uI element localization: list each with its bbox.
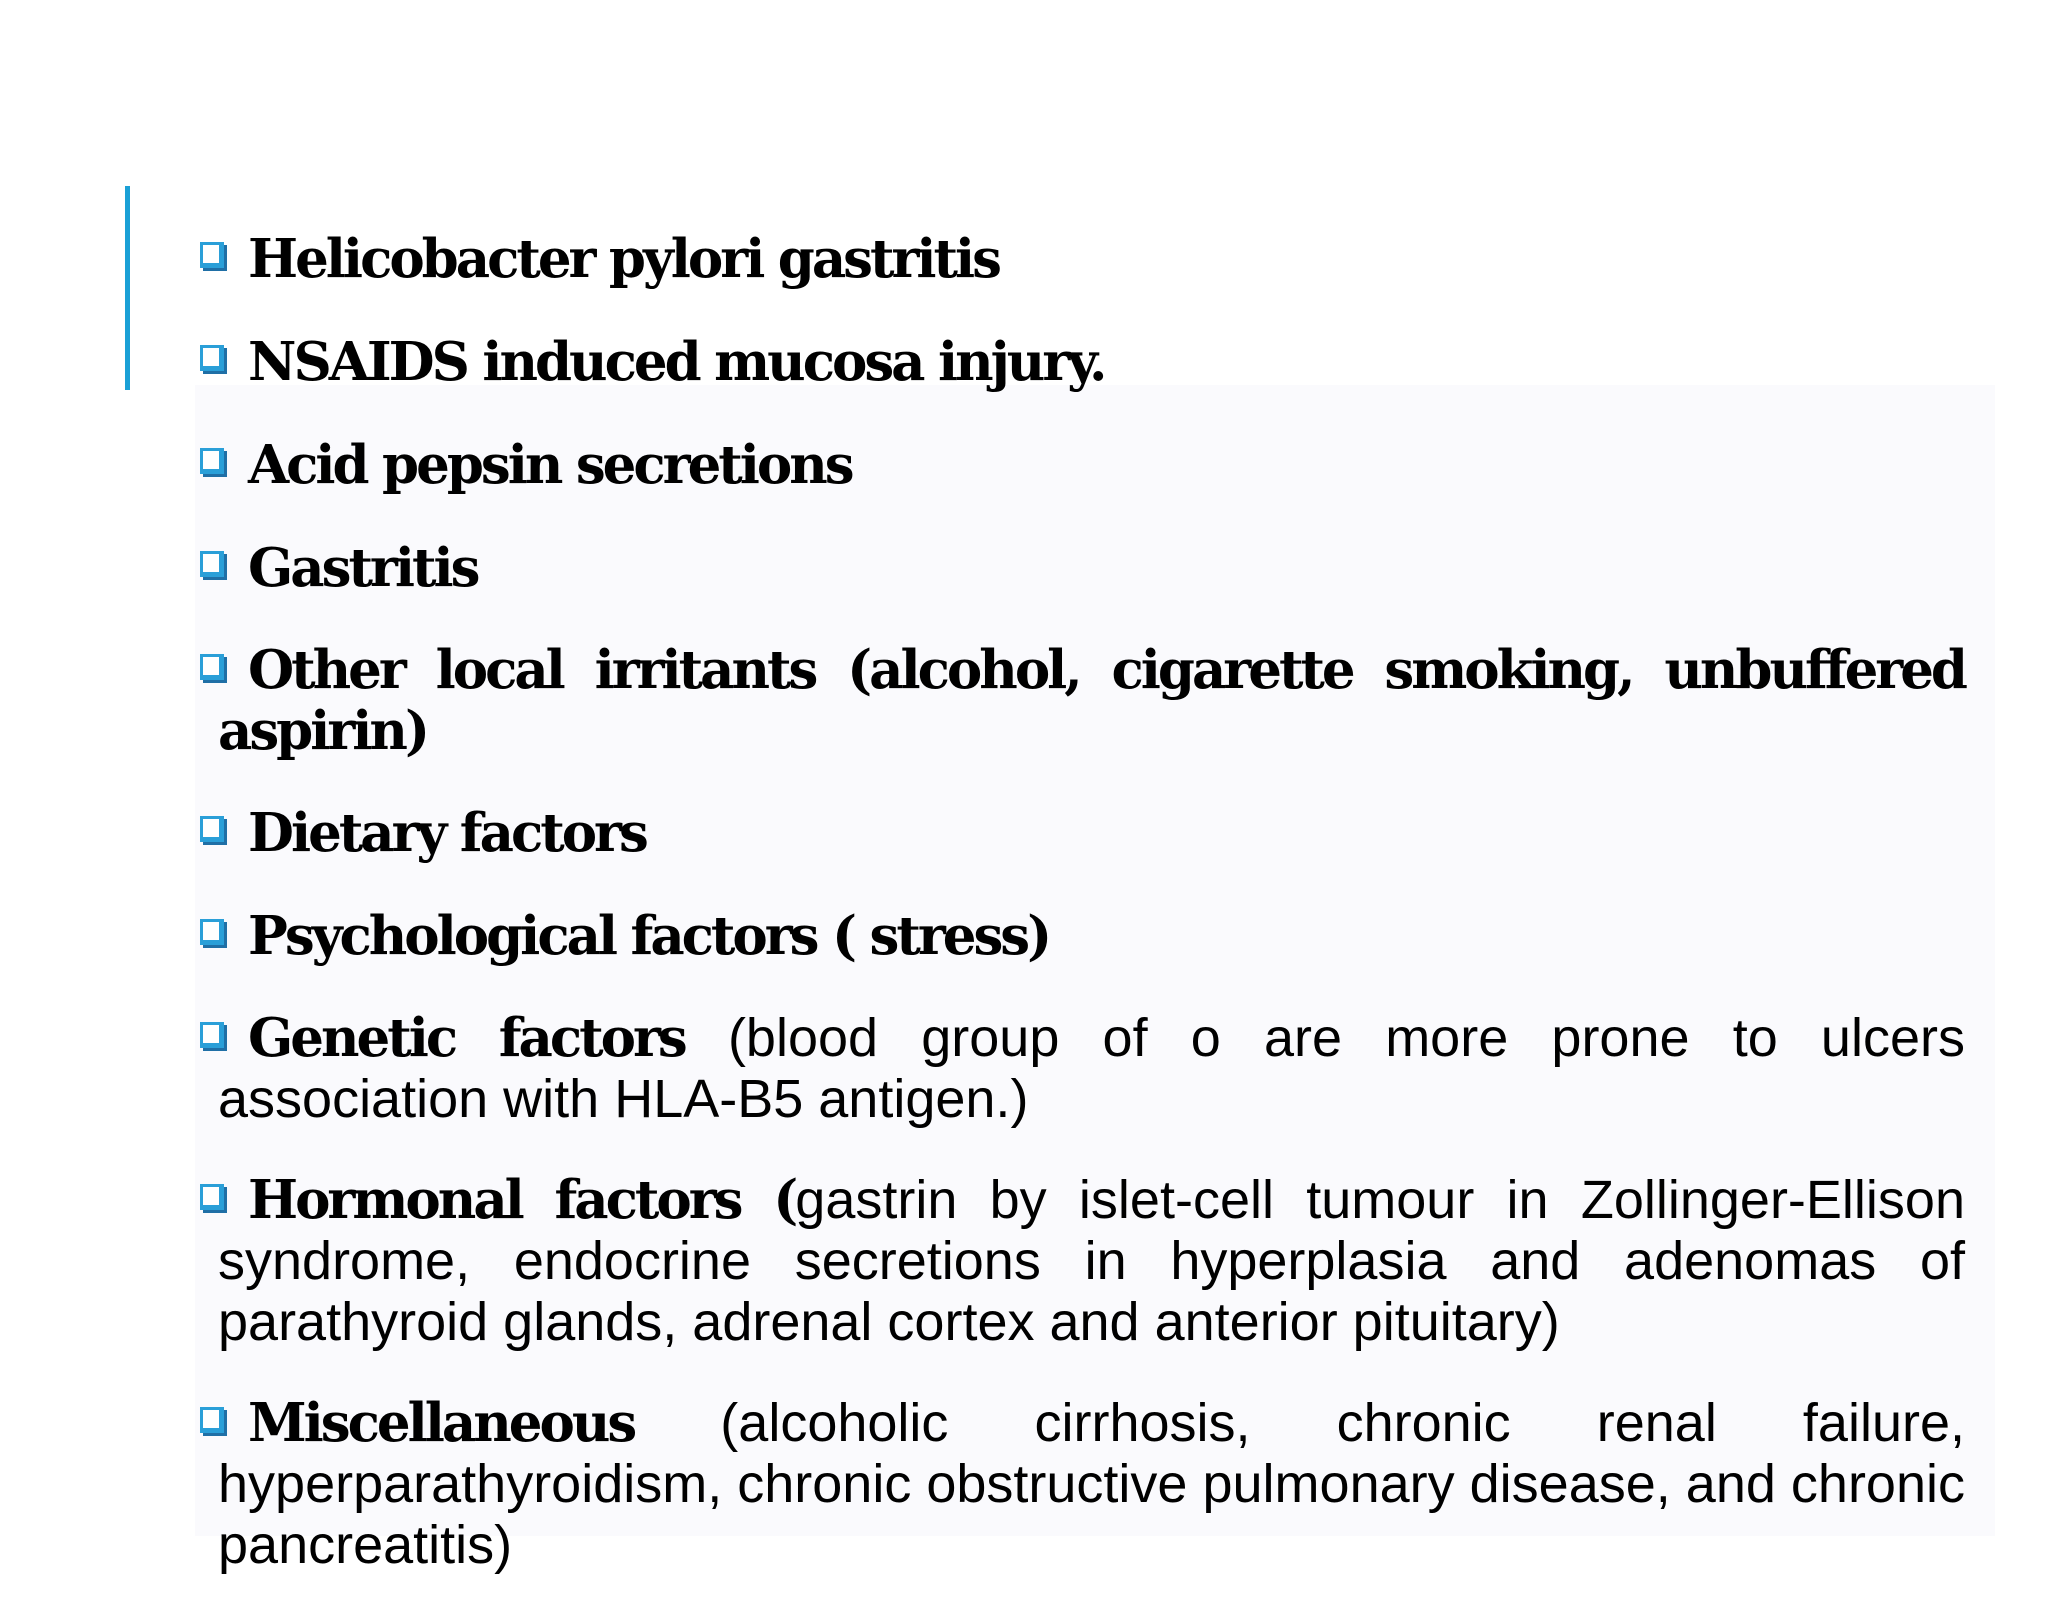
- item-lead: Acid pepsin secretions: [248, 434, 852, 496]
- item-rest: (alcoholic cirrhosis, chronic renal failure, hyperparathyroidism, chronic obstructive pulmonary disease, and chronic pancreatitis): [218, 1393, 1965, 1575]
- item-lead: Genetic factors: [248, 1007, 685, 1069]
- square-bullet-icon: [200, 919, 224, 945]
- item-rest: (blood group of o are more prone to ulcers association with HLA-B5 antigen.): [218, 1008, 1965, 1129]
- list-item: [200, 434, 1965, 497]
- list-item: [200, 1008, 1965, 1130]
- item-rest: gastrin by islet-cell tumour in Zollinger-Ellison syndrome, endocrine secretions in hyperplasia and adenomas of parathyroid glands, adrenal cortex and anterior pituitary): [218, 1170, 1965, 1352]
- list-item: [200, 905, 1965, 968]
- item-lead: Other local irritants (alcohol, cigarette smoking, unbuffered aspirin): [218, 639, 1965, 762]
- list-item: [200, 228, 1965, 291]
- item-lead: Gastritis: [248, 537, 478, 599]
- square-bullet-icon: [200, 816, 224, 842]
- square-bullet-icon: [200, 551, 224, 577]
- item-lead: Dietary factors: [248, 802, 646, 864]
- accent-bar: [125, 186, 130, 390]
- square-bullet-icon: [200, 1022, 224, 1048]
- item-lead: Psychological factors ( stress): [248, 905, 1050, 967]
- item-lead: Helicobacter pylori gastritis: [248, 228, 1000, 290]
- list-item: [200, 1393, 1965, 1576]
- item-lead: NSAIDS induced mucosa injury.: [248, 331, 1105, 393]
- causes-list: [200, 228, 1965, 1616]
- item-lead: Hormonal factors (: [248, 1169, 796, 1231]
- square-bullet-icon: [200, 1407, 224, 1433]
- list-item: [200, 640, 1965, 762]
- square-bullet-icon: [200, 1184, 224, 1210]
- item-lead: Miscellaneous: [248, 1392, 635, 1454]
- square-bullet-icon: [200, 654, 224, 680]
- square-bullet-icon: [200, 345, 224, 371]
- square-bullet-icon: [200, 242, 224, 268]
- list-item: [200, 1170, 1965, 1353]
- square-bullet-icon: [200, 448, 224, 474]
- list-item: [200, 802, 1965, 865]
- list-item: [200, 537, 1965, 600]
- list-item: [200, 331, 1965, 394]
